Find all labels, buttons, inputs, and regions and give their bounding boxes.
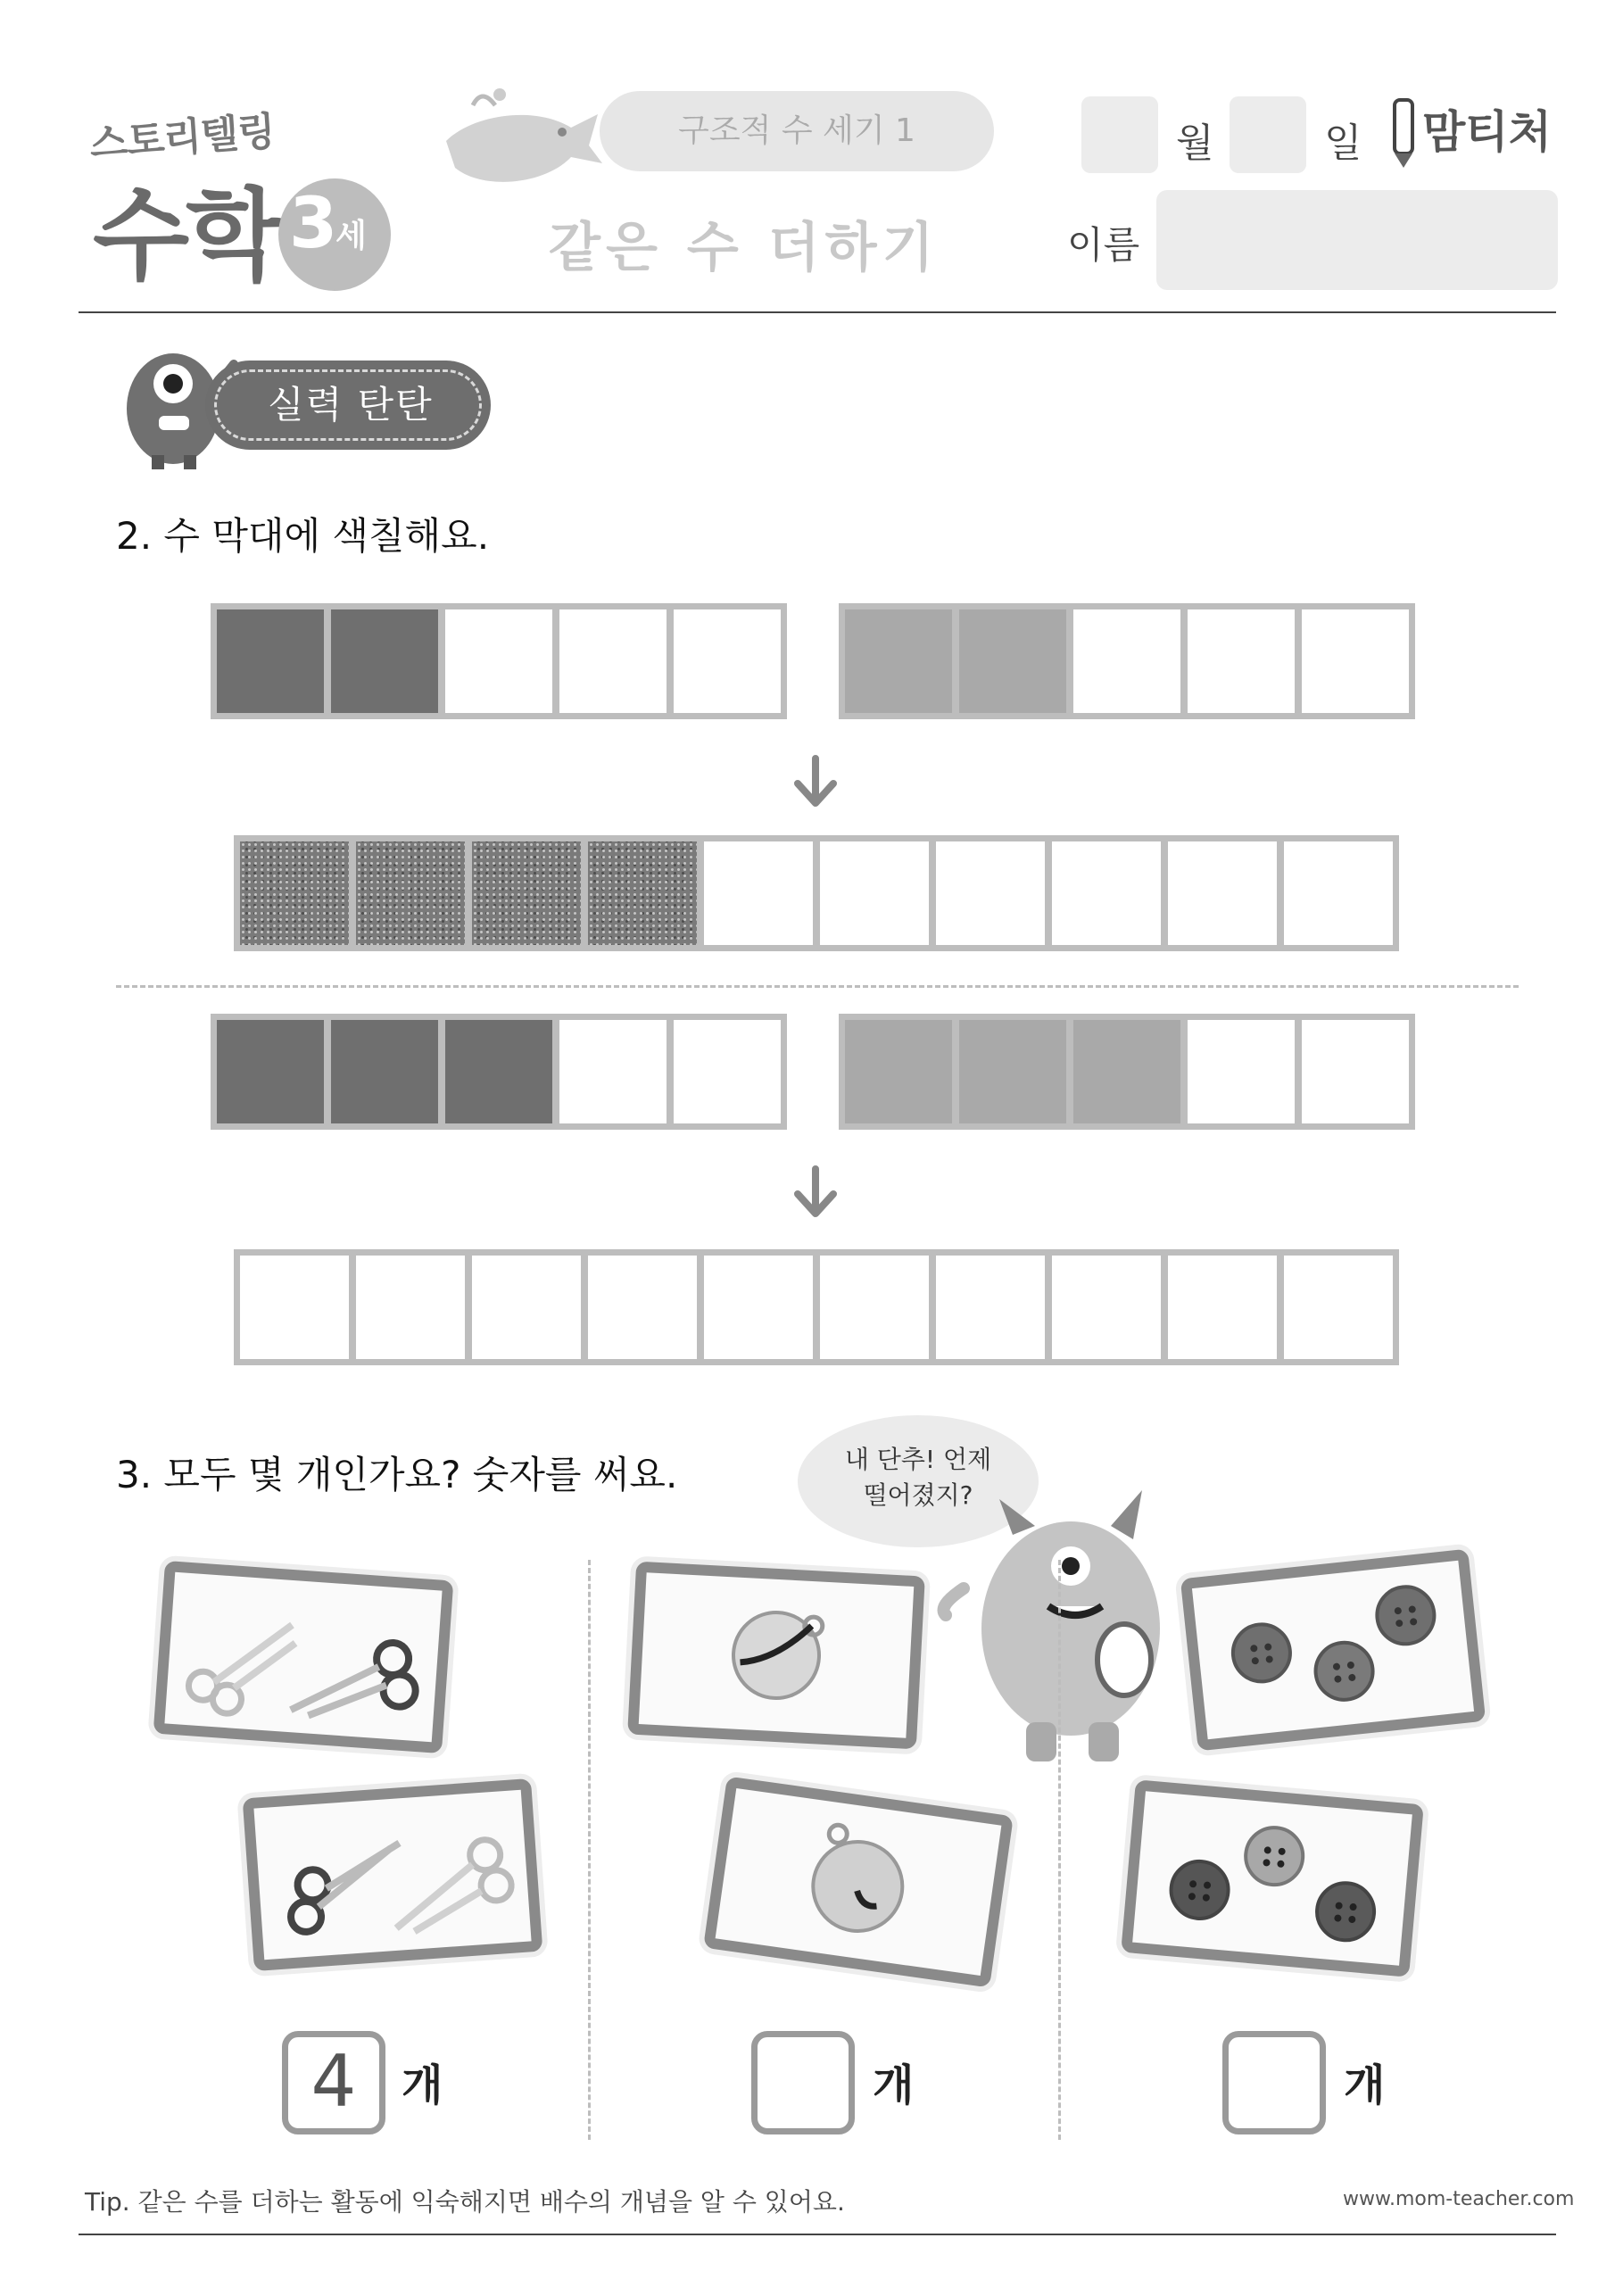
bar-cell[interactable] bbox=[820, 1256, 929, 1359]
bar-cell[interactable] bbox=[1052, 1256, 1161, 1359]
bar-cell[interactable] bbox=[588, 1256, 697, 1359]
bar-cell[interactable] bbox=[1052, 841, 1161, 945]
bar-cell[interactable] bbox=[217, 1020, 324, 1123]
number-bar-1-total bbox=[234, 835, 1399, 951]
bar-cell[interactable] bbox=[472, 1256, 581, 1359]
button-icon bbox=[1192, 1561, 1474, 1739]
bar-cell[interactable] bbox=[936, 841, 1045, 945]
page-title: 같은 수 더하기 bbox=[549, 217, 940, 279]
speech-line-2: 떨어졌지? bbox=[863, 1480, 973, 1510]
scissors-icon bbox=[253, 1790, 531, 1960]
unit-label-1: 개 bbox=[402, 2060, 443, 2110]
bar-cell[interactable] bbox=[1168, 1256, 1277, 1359]
unit-title-pill: 구조적 수 세기 1 bbox=[600, 91, 994, 171]
bar-cell[interactable] bbox=[331, 1020, 438, 1123]
bar-cell[interactable] bbox=[588, 841, 697, 945]
card-buttons-1 bbox=[1180, 1549, 1486, 1752]
bar-cell[interactable] bbox=[472, 841, 581, 945]
age-number: 3 bbox=[289, 184, 338, 264]
bell-icon bbox=[716, 1788, 1002, 1976]
number-bar-2a bbox=[211, 1014, 787, 1130]
bar-cell[interactable] bbox=[1073, 1020, 1180, 1123]
footer-divider bbox=[79, 2234, 1556, 2235]
number-bar-1a bbox=[211, 603, 787, 719]
bar-cell[interactable] bbox=[445, 1020, 552, 1123]
bar-cell[interactable] bbox=[240, 841, 349, 945]
bar-cell[interactable] bbox=[845, 1020, 952, 1123]
card-buttons-2 bbox=[1121, 1779, 1424, 1977]
bar-cell[interactable] bbox=[959, 1020, 1066, 1123]
card-scissors-1 bbox=[153, 1561, 454, 1753]
bar-cell[interactable] bbox=[845, 609, 952, 713]
question-2-title: 2. 수 막대에 색칠해요. bbox=[116, 514, 490, 558]
column-divider bbox=[588, 1560, 591, 2140]
bar-cell[interactable] bbox=[936, 1256, 1045, 1359]
month-label: 월 bbox=[1176, 120, 1214, 166]
section-badge-label: 실력 탄탄 bbox=[268, 383, 434, 427]
bar-cell[interactable] bbox=[240, 1256, 349, 1359]
header-divider bbox=[79, 311, 1556, 313]
bar-cell[interactable] bbox=[1168, 841, 1277, 945]
whale-illustration bbox=[437, 79, 607, 195]
card-scissors-2 bbox=[243, 1778, 543, 1971]
age-unit: 세 bbox=[335, 218, 367, 254]
logo-subtitle: 스토리텔링 bbox=[87, 108, 277, 168]
bar-cell[interactable] bbox=[959, 609, 1066, 713]
card-bell-2 bbox=[703, 1776, 1014, 1987]
bar-cell[interactable] bbox=[1073, 609, 1180, 713]
number-bar-2-total bbox=[234, 1249, 1399, 1365]
bar-cell[interactable] bbox=[1284, 1256, 1393, 1359]
bar-cell[interactable] bbox=[1188, 609, 1295, 713]
speech-line-1: 내 단추! 언제 bbox=[844, 1445, 992, 1474]
button-icon bbox=[1132, 1791, 1412, 1965]
monster-character bbox=[937, 1472, 1178, 1767]
arrow-down-icon bbox=[789, 1165, 842, 1219]
age-badge bbox=[278, 178, 391, 291]
unit-label-3: 개 bbox=[1344, 2060, 1386, 2110]
arrow-down-icon bbox=[789, 755, 842, 808]
card-bell-1 bbox=[627, 1562, 925, 1750]
day-label: 일 bbox=[1324, 120, 1362, 166]
name-input[interactable] bbox=[1156, 190, 1558, 290]
scissors-icon bbox=[164, 1572, 442, 1743]
question-3-title: 3. 모두 몇 개인가요? 숫자를 써요. bbox=[116, 1453, 678, 1496]
bar-cell[interactable] bbox=[674, 609, 781, 713]
bar-cell[interactable] bbox=[217, 609, 324, 713]
answer-box-1[interactable]: 4 bbox=[282, 2031, 385, 2134]
pencil-icon bbox=[1387, 96, 1420, 170]
bar-cell[interactable] bbox=[1284, 841, 1393, 945]
answer-box-3[interactable] bbox=[1222, 2031, 1326, 2134]
bell-icon bbox=[639, 1572, 914, 1737]
bar-cell[interactable] bbox=[356, 1256, 465, 1359]
bar-cell[interactable] bbox=[704, 1256, 813, 1359]
answer-box-2[interactable] bbox=[751, 2031, 855, 2134]
column-divider bbox=[1058, 1560, 1061, 2140]
bar-cell[interactable] bbox=[331, 609, 438, 713]
name-label: 이름 bbox=[1067, 223, 1140, 267]
bar-cell[interactable] bbox=[1188, 1020, 1295, 1123]
bar-cell[interactable] bbox=[674, 1020, 781, 1123]
bar-cell[interactable] bbox=[820, 841, 929, 945]
bar-cell[interactable] bbox=[559, 1020, 667, 1123]
bar-cell[interactable] bbox=[1302, 1020, 1409, 1123]
brand-logo: 맘티처 bbox=[1422, 106, 1552, 158]
number-bar-1b bbox=[839, 603, 1415, 719]
bar-cell[interactable] bbox=[559, 609, 667, 713]
bar-cell[interactable] bbox=[445, 609, 552, 713]
section-badge bbox=[205, 361, 491, 450]
day-input[interactable] bbox=[1230, 96, 1306, 173]
bar-cell[interactable] bbox=[1302, 609, 1409, 713]
unit-label-2: 개 bbox=[873, 2060, 915, 2110]
month-input[interactable] bbox=[1081, 96, 1158, 173]
website-url: www.mom-teacher.com bbox=[1343, 2188, 1575, 2210]
bar-cell[interactable] bbox=[704, 841, 813, 945]
tip-text: Tip. 같은 수를 더하는 활동에 익숙해지면 배수의 개념을 알 수 있어요. bbox=[85, 2187, 845, 2217]
logo-title: 수학 bbox=[93, 178, 279, 294]
section-divider bbox=[116, 985, 1519, 988]
number-bar-2b bbox=[839, 1014, 1415, 1130]
bar-cell[interactable] bbox=[356, 841, 465, 945]
